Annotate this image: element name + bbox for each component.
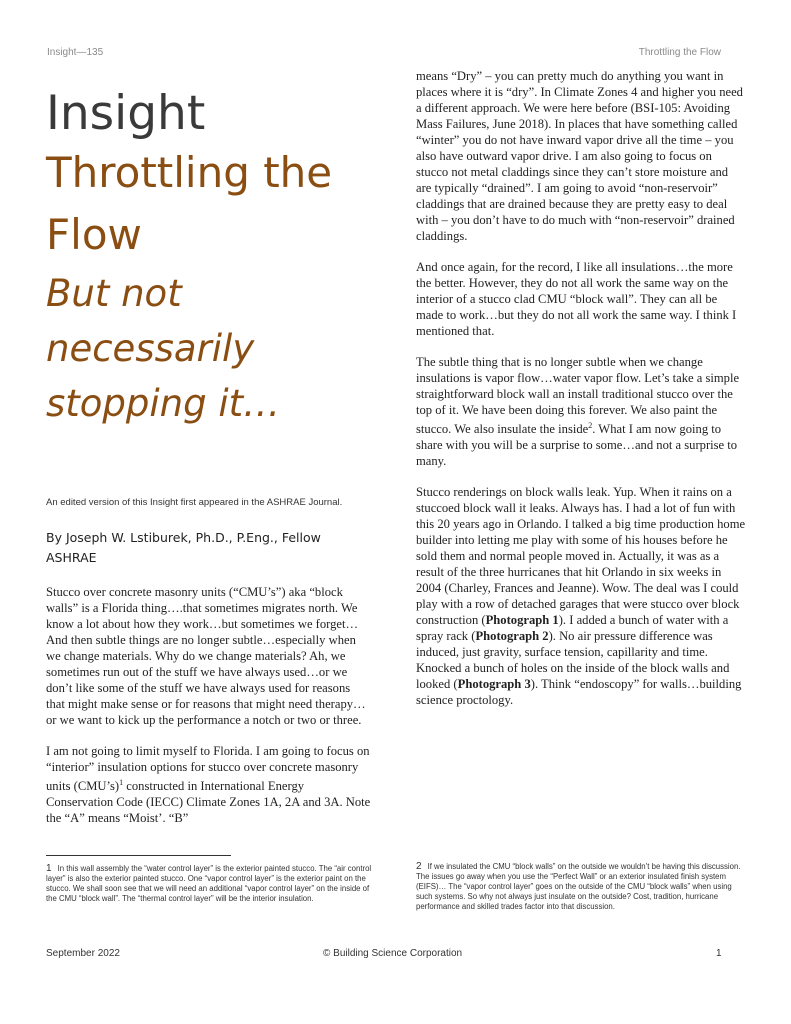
subtitle-line-2: necessarily <box>46 327 255 370</box>
paragraph: And once again, for the record, I like all insulations…the more the better. However, they do not all work the same way on the interior of a stucco clad CMU “block wall”. They can all be made to work…but they do not all work the same way. I think I mentioned that. <box>416 260 737 338</box>
footnote-ref[interactable]: 1 <box>119 778 124 787</box>
series-title: Insight <box>46 86 206 141</box>
photo-ref: Photograph 2 <box>475 629 549 644</box>
paragraph: I am not going to limit myself to Florida. I am going to focus on “interior” insulation options for stucco over concrete masonry units (CMU’s)$^1$ constructed in International Energy Conservation Code (IECC) Climate Zones 1A, 2A and 3A. Note the “A” means “Moist’. “B” <box>46 744 371 826</box>
title-block <box>46 86 366 431</box>
article-title-line-1: Throttling the <box>46 148 333 197</box>
footnote-ref[interactable]: 2 <box>588 421 593 430</box>
edited-version-note: An edited version of this Insight first appeared in the ASHRAE Journal. <box>46 497 343 508</box>
right-body <box>416 68 746 723</box>
page-number: 1 <box>716 948 722 959</box>
paragraph: Stucco renderings on block walls leak. Yup. When it rains on a stuccoed block wall it leaks. Always has. I had a lot of fun with this 20 years ago in Orlando. I talked a big time production home builder into letting me play with some of his houses before he sold them and normal people moved in. Actually, it was as a result of the three hurricanes that hit Orlando in six weeks in 2004 (Charley, Frances and Jeanne). Wow. The deal was I could play with a row of detached garages that were stucco over block construction (Photograph 1). I added a bunch of water with a spray rack (Photograph 2). No air pressure difference was induced, just gravity, surface tension, capillarity and time. Knocked a bunch of holes on the inside of the block walls and looked (Photograph 3). Think “endoscopy” for walls…building science proctology. <box>416 485 746 708</box>
footer-copyright: © Building Science Corporation <box>323 948 463 959</box>
footnote-2: 2 If we insulated the CMU “block walls” on the outside we wouldn’t be having this discussion. The issues go away when you use the “Perfect Wall” or an exterior insulated finish system (EIFS)… The “vapor control layer” goes on the outside of the CMU “block walls” when using such systems. So why not always just insulate on the outside? Cost, tradition, hurricane performance and skilled trades factor into that discussion. <box>416 861 741 911</box>
paragraph: means “Dry” – you can pretty much do anything you want in places where it is “dry”. In Climate Zones 4 and higher you need a different approach. We were here before (BSI-105: Avoiding Mass Failures, June 2018). In places that have something called “winter” you do not have inward vapor drive all the time – you also have outward vapor drive. I am also going to focus on stucco not metal claddings since they can’t store moisture and are typically “drained”. I am going to avoid “non-reservoir” claddings that are drained because they are pretty easy to deal with – you don’t have to do much with “non-reservoir” drained claddings. <box>416 69 743 243</box>
left-body <box>46 584 371 841</box>
subtitle-line-3: stopping it… <box>46 382 281 425</box>
photo-ref: Photograph 3 <box>457 677 531 692</box>
paragraph: Stucco over concrete masonry units (“CMU’s”) aka “block walls” is a Florida thing….that sometimes migrates north. We know a lot about how they work…but sometimes we forget… And then subtle things are no longer subtle…especially when we change materials. Why do we change materials? Ah, we sometimes run out of the stuff we have always used…or we don’t like some of the stuff we have always used for reasons that might make sense or for reasons that might need therapy…or we want to kick up the performance a notch or two or three. <box>46 585 366 727</box>
footer-date: September 2022 <box>46 948 120 959</box>
author-byline: By Joseph W. Lstiburek, Ph.D., P.Eng., Fellow ASHRAE <box>46 530 321 565</box>
subtitle-line-1: But not <box>46 272 182 315</box>
footnote-1: 1 In this wall assembly the “water control layer” is the exterior painted stucco. The “air control layer” is also the exterior painted stucco. One “vapor control layer” is the exterior paint on the stucco. We shall soon see that we will need an additional “vapor control layer” on the inside of the CMU “block wall”. The “thermal control layer” will be the interior insulation. <box>46 863 372 903</box>
running-header-left: Insight—135 <box>47 47 104 58</box>
photo-ref: Photograph 1 <box>485 613 559 628</box>
paragraph: The subtle thing that is no longer subtle when we change insulations is vapor flow…water vapor flow. Let’s take a simple straightforward block wall an install traditional stucco over the top of it. We have been doing this forever. We also paint the stucco. We also insulate the inside$^2$. What I am now going to share with you will be a surprise to some…and not a surprise to many. <box>416 355 740 469</box>
article-title-line-2: Flow <box>46 210 142 259</box>
footnote-divider <box>46 855 231 856</box>
running-header-right: Throttling the Flow <box>638 47 721 58</box>
